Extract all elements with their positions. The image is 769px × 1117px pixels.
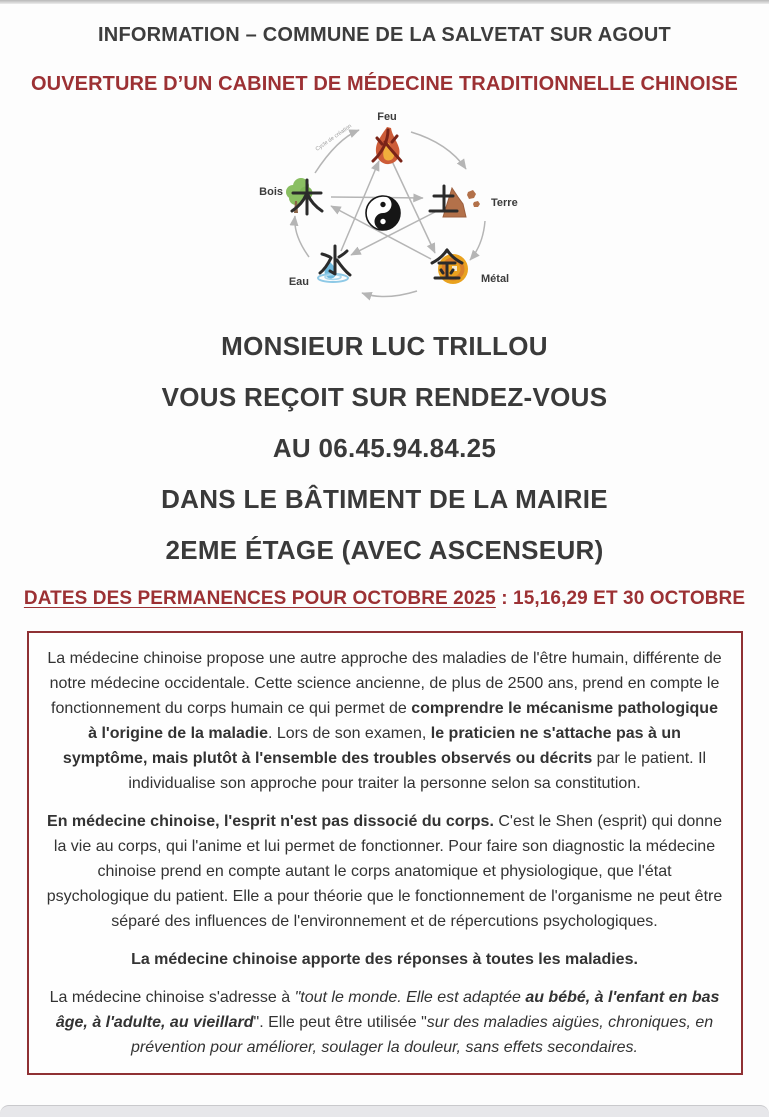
info-box (27, 631, 743, 1075)
water-label: Eau (288, 276, 309, 288)
appointment-line: VOUS REÇOIT SUR RENDEZ-VOUS (161, 382, 608, 412)
earth-element-icon (430, 186, 480, 217)
viewer-bottom-bar (0, 1105, 769, 1117)
metal-element-icon (432, 250, 468, 284)
scan-top-edge (0, 0, 769, 4)
info-paragraph-3: La médecine chinoise apporte des réponses à toutes les maladies. (131, 951, 638, 968)
creation-cycle-label: Cycle de création (314, 123, 353, 153)
info-paragraph-1: La médecine chinoise propose une autre approche des maladies de l'être humain, différente de notre médecine occidentale. Cette science ancienne, de plus de 2500 ans, prend en compte le fonctionnement du corps humain ce qui permet de comprendre le mécanisme pathologique à l'origine de la maladie. Lors de son examen, le praticien ne s'attache pas à un symptôme, mais plutôt à l'ensemble des troubles observés ou décrits par le patient. Il individualise son approche pour traiter la personne selon sa constitution. (47, 650, 722, 792)
floor-line: 2EME ÉTAGE (AVEC ASCENSEUR) (165, 535, 604, 565)
yin-yang-icon (366, 196, 400, 230)
info-paragraph-2: En médecine chinoise, l'esprit n'est pas dissocié du corps. C'est le Shen (esprit) qui donne la vie au corps, qui l'anime et lui permet de fonctionner. Pour faire son diagnostic la médecine chinoise prend en compte autant le corps anatomique et physiologique, que l'état psychologique du patient. Elle a pour théorie que le fonctionnement de l'organisme ne peut être séparé des influences de l'environnement et de répercutions psychologiques. (46, 813, 723, 930)
water-element-icon (318, 246, 350, 282)
info-paragraph-4: La médecine chinoise s'adresse à "tout le monde. Elle est adaptée au bébé, à l'enfant en bas âge, à l'adulte, au vieillard". Elle peut être utilisée "sur des maladies aigües, chroniques, en prévention pour améliorer, soulager la douleur, sans effets secondaires. (49, 989, 720, 1056)
fire-element-icon (373, 127, 401, 164)
wu-xing-svg (245, 109, 525, 309)
wood-element-icon (286, 178, 322, 214)
permanence-dates: DATES DES PERMANENCES POUR OCTOBRE 2025 : 15,16,29 ET 30 OCTOBRE (23, 588, 746, 609)
location-line: DANS LE BÂTIMENT DE LA MAIRIE (161, 484, 608, 514)
five-elements-diagram (0, 109, 769, 310)
practitioner-name: MONSIEUR LUC TRILLOU (221, 331, 548, 361)
fire-label: Feu (376, 111, 397, 123)
wood-label: Bois (258, 186, 283, 198)
earth-label: Terre (490, 197, 518, 209)
page-title: INFORMATION – COMMUNE DE LA SALVETAT SUR AGOUT (98, 24, 671, 46)
metal-label: Métal (480, 273, 509, 285)
flyer-subtitle: OUVERTURE D’UN CABINET DE MÉDECINE TRADITIONNELLE CHINOISE (31, 73, 738, 95)
phone-line: AU 06.45.94.84.25 (272, 433, 497, 463)
announcement-block (0, 333, 769, 563)
